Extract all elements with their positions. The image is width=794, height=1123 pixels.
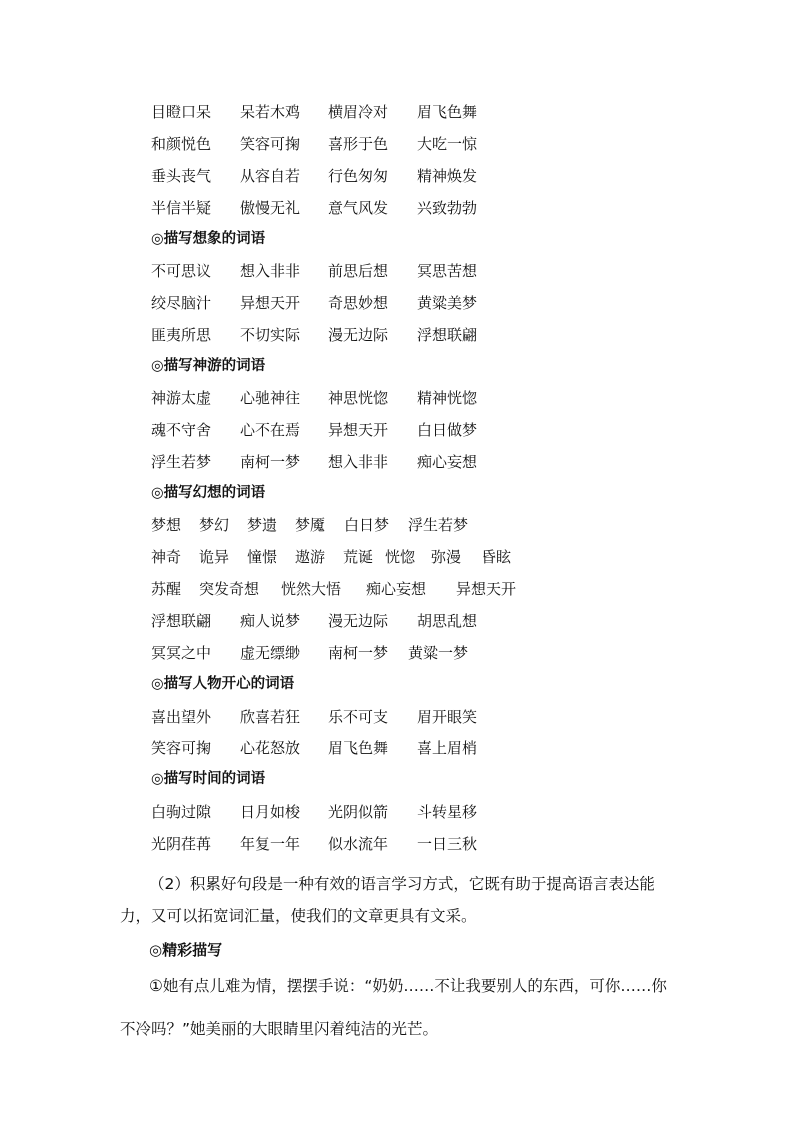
section-heading-fantasy: ◎描写幻想的词语 (151, 485, 266, 501)
word: 不切实际 (240, 326, 301, 344)
word: 梦遗 (247, 516, 278, 534)
section-heading-wandering: ◎描写神游的词语 (151, 358, 266, 374)
word: 痴人说梦 (240, 612, 301, 630)
word: 行色匆匆 (328, 167, 389, 185)
word: 笑容可掬 (151, 739, 212, 757)
word: 心花怒放 (240, 739, 301, 757)
word: 喜上眉梢 (417, 739, 478, 757)
section-heading-descriptions: ◎精彩描写 (149, 941, 223, 959)
word: 白日做梦 (417, 421, 478, 439)
word: 恍惚 (385, 548, 416, 566)
section-heading-happy: ◎描写人物开心的词语 (151, 676, 295, 692)
word: 一日三秋 (417, 835, 478, 853)
section-heading-time: ◎描写时间的词语 (151, 771, 266, 787)
word: 想入非非 (240, 262, 301, 280)
word: 笑容可掬 (240, 135, 301, 153)
word: 日月如梭 (240, 803, 301, 821)
word: 匪夷所思 (151, 326, 212, 344)
word: 想入非非 (328, 453, 389, 471)
word: 漫无边际 (328, 326, 389, 344)
word: 心不在焉 (240, 421, 301, 439)
word: 荒诞 (343, 548, 374, 566)
word: 垂头丧气 (151, 167, 212, 185)
word: 和颜悦色 (151, 135, 212, 153)
word: 傲慢无礼 (240, 199, 301, 217)
word: 憧憬 (247, 548, 278, 566)
word: 绞尽脑汁 (151, 294, 212, 312)
word: 恍然大悟 (281, 580, 342, 598)
word: 异想天开 (240, 294, 301, 312)
word: 浮生若梦 (408, 516, 469, 534)
word: 眉飞色舞 (328, 739, 389, 757)
word: 奇思妙想 (328, 294, 389, 312)
word: 大吃一惊 (417, 135, 478, 153)
section-heading-imagination: ◎描写想象的词语 (151, 231, 266, 247)
word: 年复一年 (240, 835, 301, 853)
word: 遨游 (295, 548, 326, 566)
word: 浮想联翩 (417, 326, 478, 344)
word: 梦魇 (295, 516, 326, 534)
word: 半信半疑 (151, 199, 212, 217)
word: 似水流年 (328, 835, 389, 853)
word: 精神恍惚 (417, 389, 478, 407)
word: 神游太虚 (151, 389, 212, 407)
word: 弥漫 (431, 548, 462, 566)
word: 意气风发 (328, 199, 389, 217)
word: 虚无缥缈 (240, 644, 301, 662)
word: 前思后想 (328, 262, 389, 280)
word: 白日梦 (344, 516, 390, 534)
word: 喜出望外 (151, 708, 212, 726)
word: 浮生若梦 (151, 453, 212, 471)
word: 白驹过隙 (151, 803, 212, 821)
word: 痴心妄想 (417, 453, 478, 471)
word: 横眉冷对 (328, 103, 389, 121)
paragraph-line: （2）积累好句段是一种有效的语言学习方式，它既有助于提高语言表达能 (149, 875, 655, 893)
word: 神思恍惚 (328, 389, 389, 407)
word: 光阴似箭 (328, 803, 389, 821)
word: 不可思议 (151, 262, 212, 280)
word: 浮想联翩 (151, 612, 212, 630)
word: 南柯一梦 (240, 453, 301, 471)
word: 黄粱美梦 (417, 294, 478, 312)
word: 神奇 (151, 548, 182, 566)
word: 眉飞色舞 (417, 103, 478, 121)
word: 乐不可支 (328, 708, 389, 726)
word: 呆若木鸡 (240, 103, 301, 121)
word: 南柯一梦 (328, 644, 389, 662)
word: 喜形于色 (328, 135, 389, 153)
word: 光阴荏苒 (151, 835, 212, 853)
word: 突发奇想 (199, 580, 260, 598)
word: 梦想 (151, 516, 182, 534)
word: 冥冥之中 (151, 644, 212, 662)
word: 欣喜若狂 (240, 708, 301, 726)
example-line: ①她有点儿难为情，摆摆手说：“奶奶……不让我要别人的东西，可你……你 (149, 977, 667, 995)
paragraph-line: 力，又可以拓宽词汇量，使我们的文章更具有文采。 (120, 907, 477, 925)
word: 昏眩 (481, 548, 512, 566)
word: 心驰神往 (240, 389, 301, 407)
word: 胡思乱想 (417, 612, 478, 630)
word: 斗转星移 (417, 803, 478, 821)
word: 异想天开 (456, 580, 517, 598)
word: 漫无边际 (328, 612, 389, 630)
word: 目瞪口呆 (151, 103, 212, 121)
word: 精神焕发 (417, 167, 478, 185)
word: 梦幻 (199, 516, 230, 534)
word: 痴心妄想 (366, 580, 427, 598)
word: 兴致勃勃 (417, 199, 478, 217)
word: 异想天开 (328, 421, 389, 439)
word: 诡异 (199, 548, 230, 566)
example-line: 不冷吗？”她美丽的大眼睛里闪着纯洁的光芒。 (120, 1020, 439, 1038)
word: 苏醒 (151, 580, 182, 598)
word: 冥思苦想 (417, 262, 478, 280)
word: 从容自若 (240, 167, 301, 185)
word: 黄粱一梦 (408, 644, 469, 662)
word: 魂不守舍 (151, 421, 212, 439)
word: 眉开眼笑 (417, 708, 478, 726)
